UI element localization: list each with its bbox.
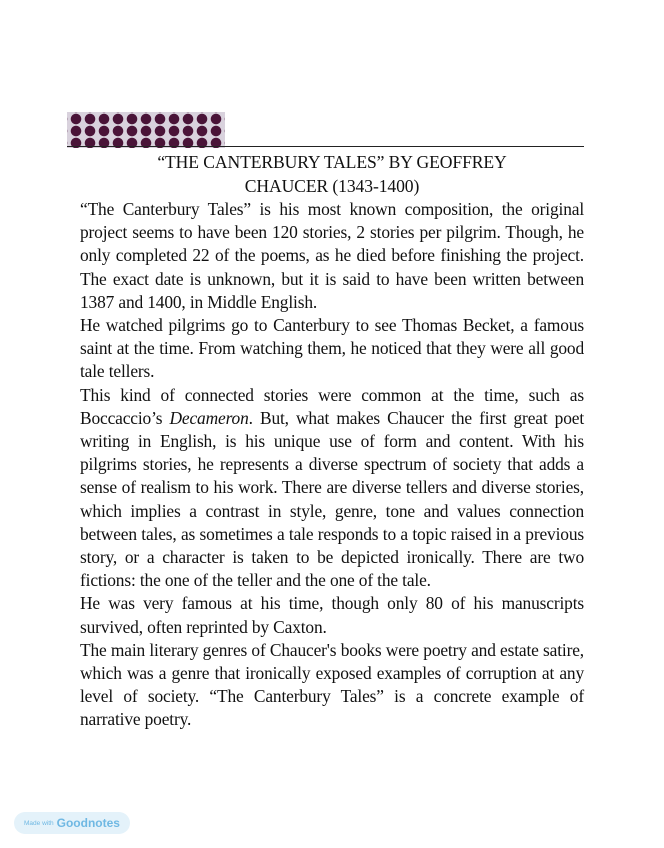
paragraph-5: The main literary genres of Chaucer's books were poetry and estate satire, which was a genre that ironically exposed examples of corruption at any level of society. “The Canterbury Tales” is a concrete example of narrative poetry. [80, 639, 584, 730]
document-body [80, 198, 584, 732]
decorative-dot-band [67, 112, 225, 148]
badge-brand: Goodnotes [56, 816, 120, 830]
paragraph-2: He watched pilgrims go to Canterbury to see Thomas Becket, a famous saint at the time. From watching them, he noticed that they were all good tale tellers. [80, 315, 584, 382]
page-title [80, 150, 584, 198]
paragraph-1: “The Canterbury Tales” is his most known composition, the original project seems to have been 120 stories, 2 stories per pilgrim. Though, he only completed 22 of the poems, as he died before finishing the project. The exact date is unknown, but it is said to have been written between 1387 and 1400, in Middle English. [80, 199, 584, 312]
paragraph-4: He was very famous at his time, though only 80 of his manuscripts survived, often reprinted by Caxton. [80, 593, 584, 637]
page-title-line-2: CHAUCER (1343-1400) [244, 176, 420, 196]
goodnotes-watermark-badge [14, 812, 130, 834]
badge-prefix: Made with [24, 819, 54, 827]
book-title-decameron: Decameron [169, 407, 249, 428]
header-divider [67, 146, 584, 147]
page-title-line-1: “THE CANTERBURY TALES” BY GEOFFREY [157, 152, 507, 172]
paragraph-3-before: This kind of connected stories were common at the time, such as Boccaccio’s [80, 384, 584, 428]
paragraph-3 [80, 384, 584, 593]
paragraph-3-after: . But, what makes Chaucer the first great poet writing in English, is his unique use of form and content. With his pilgrims stories, he represents a diverse spectrum of society that adds a sense of realism to his work. There are diverse tellers and diverse stories, which implies a contrast in style, genre, tone and values connection between tales, as sometimes a tale responds to a topic raised in a previous story, or a character is taken to be depicted ironically. There are two fictions: the one of the teller and the one of the tale. [80, 407, 584, 591]
